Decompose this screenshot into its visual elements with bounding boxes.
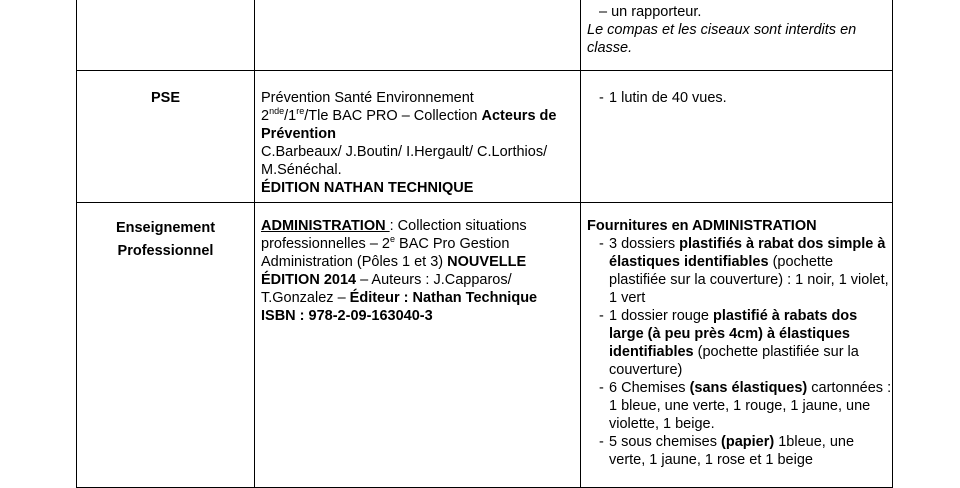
supplies-cell — [581, 71, 893, 203]
supplies-list — [587, 89, 892, 107]
book-authors: C.Barbeaux/ J.Boutin/ I.Hergault/ C.Lorthios/ M.Sénéchal. — [261, 144, 548, 178]
supplies-table — [76, 0, 893, 488]
book-isbn: ISBN : 978-2-09-163040-3 — [261, 308, 433, 324]
list-item: - 6 Chemises (sans élastiques) cartonnées : 1 bleue, une verte, 1 rouge, 1 jaune, une violette, 1 beige. — [599, 379, 892, 433]
supplies-cell — [581, 0, 893, 71]
table-row — [77, 71, 893, 203]
subject-label: Enseignement — [115, 220, 216, 236]
subject-cell — [77, 71, 255, 203]
note-text: Le compas et les ciseaux sont interdits en classe. — [587, 22, 857, 56]
book-description: ADMINISTRATION : Collection situations professionnelles – 2e BAC Pro Gestion Administration (Pôles 1 et 3) NOUVELLE ÉDITION 2014 – Auteurs : J.Capparos/ T.Gonzalez – Éditeur : Nathan Technique — [261, 218, 538, 306]
table-row — [77, 203, 893, 488]
list-item: - 5 sous chemises (papier) 1bleue, une verte, 1 jaune, 1 rose et 1 beige — [599, 433, 892, 469]
book-cell — [255, 203, 581, 488]
book-title: Prévention Santé Environnement — [261, 90, 474, 106]
table-row — [77, 0, 893, 71]
list-item: - 1 dossier rouge plastifié à rabats dos large (à peu près 4cm) à élastiques identifiables (pochette plastifiée sur la couverture) — [599, 307, 892, 379]
subject-label: Professionnel — [117, 243, 214, 259]
supplies-list — [587, 235, 892, 469]
supplies-header: Fournitures en ADMINISTRATION — [587, 218, 817, 234]
book-collection: 2nde/1re/Tle BAC PRO – Collection Acteurs de Prévention — [261, 106, 557, 142]
list-item: - 3 dossiers plastifiés à rabat dos simple à élastiques identifiables (pochette plastifiée sur la couverture) : 1 noir, 1 violet, 1 vert — [599, 235, 892, 307]
list-item: – un rapporteur. — [599, 4, 702, 20]
subject-cell — [77, 203, 255, 488]
supplies-cell — [581, 203, 893, 488]
book-cell — [255, 0, 581, 71]
subject-label: PSE — [150, 90, 180, 106]
book-cell — [255, 71, 581, 203]
book-publisher: ÉDITION NATHAN TECHNIQUE — [261, 180, 474, 196]
list-item: - 1 lutin de 40 vues. — [599, 89, 892, 107]
subject-cell — [77, 0, 255, 71]
